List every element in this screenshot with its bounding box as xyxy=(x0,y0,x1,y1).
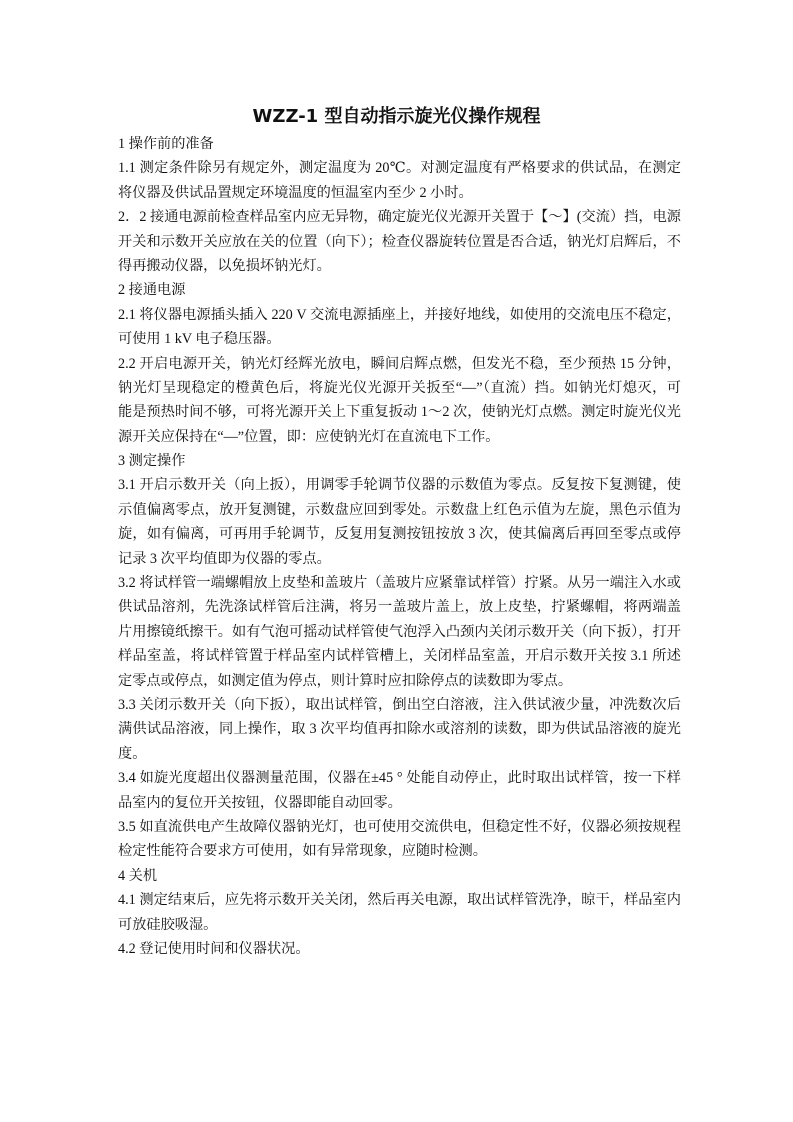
paragraph xyxy=(118,937,681,961)
text-line: 2．2 接通电源前检查样品室内应无异物，确定旋光仪光源开关置于【～】(交流）挡，电源 xyxy=(118,209,681,226)
text-line: 3.5 如直流供电产生故障仪器钠光灯，也可使用交流供电，但稳定性不好，仪器必须按规程 xyxy=(118,818,681,835)
text-line: 2.2 开启电源开关，钠光灯经辉光放电，瞬间启辉点燃，但发光不稳，至少预热 15 分钟， xyxy=(118,355,681,372)
text-line: 1 操作前的准备 xyxy=(118,136,214,152)
text-line: 4.1 测定结束后，应先将示数开关关闭，然后再关电源，取出试样管洗净，晾干，样品室内 xyxy=(118,892,681,909)
text-line: 样品室盖，将试样管置于样品室内试样管槽上，关闭样品室盖，开启示数开关按 3.1 所述 xyxy=(118,648,681,665)
text-line: 3.3 关闭示数开关（向下扳），取出试样管，倒出空白溶液，注入供试液少量，冲洗数次后 xyxy=(118,696,681,713)
text-line: 片用擦镜纸擦干。如有气泡可摇动试样管使气泡浮入凸颈内关闭示数开关（向下扳），打开 xyxy=(118,623,681,640)
text-line: 记录 3 次平均值即为仪器的零点。 xyxy=(118,550,331,567)
document-body xyxy=(118,132,681,961)
text-line: 能是预热时间不够，可将光源开关上下重复扳动 1～2 次，使钠光灯点燃。测定时旋光仪光 xyxy=(118,404,681,421)
text-line: 度。 xyxy=(118,745,147,762)
text-line: 旋，如有偏离，可再用手轮调节，反复用复测按钮按放 3 次，使其偏离后再回至零点或停 xyxy=(118,526,681,543)
text-line: 满供试品溶液，同上操作，取 3 次平均值再扣除水或溶剂的读数，即为供试品溶液的旋光 xyxy=(118,721,681,738)
text-line: 3 测定操作 xyxy=(118,453,186,470)
text-line: 品室内的复位开关按钮，仪器即能自动回零。 xyxy=(118,794,402,811)
paragraph xyxy=(118,156,681,205)
text-line: 可使用 1 kV 电子稳压器。 xyxy=(118,331,281,348)
text-line: 3.2 将试样管一端螺帽放上皮垫和盖玻片（盖玻片应紧靠试样管）拧紧。从另一端注入水或 xyxy=(118,575,681,592)
paragraph xyxy=(118,766,681,815)
paragraph xyxy=(118,205,681,278)
paragraph xyxy=(118,864,681,888)
text-line: 2 接通电源 xyxy=(118,282,186,299)
text-line: 示值偏离零点，放开复测键，示数盘应回到零处。示数盘上红色示值为左旋，黑色示值为 xyxy=(118,501,681,518)
text-line: 得再搬动仪器，以免损坏钠光灯。 xyxy=(118,257,331,274)
paragraph xyxy=(118,132,681,156)
text-line: 将仪器及供试品置规定环境温度的恒温室内至少 2 小时。 xyxy=(118,184,473,201)
text-line: 检定性能符合要求方可使用，如有异常现象，应随时检测。 xyxy=(118,843,487,860)
text-line: 源开关应保持在“—”位置，即：应使钠光灯在直流电下工作。 xyxy=(118,428,500,445)
text-line: 4 关机 xyxy=(118,867,158,884)
paragraph xyxy=(118,815,681,864)
text-line: 3.1 开启示数开关（向上扳），用调零手轮调节仪器的示数值为零点。反复按下复测键，使 xyxy=(118,477,681,494)
paragraph xyxy=(118,571,681,693)
paragraph xyxy=(118,352,681,450)
text-line: 钠光灯呈现稳定的橙黄色后，将旋光仪光源开关扳至“—”（直流）挡。如钠光灯熄灭，可 xyxy=(118,379,681,396)
text-line: 供试品溶剂，先洗涤试样管后注满，将另一盖玻片盖上，放上皮垫，拧紧螺帽，将两端盖 xyxy=(118,599,681,616)
text-line: 开关和示数开关应放在关的位置（向下）；检查仪器旋转位置是否合适，钠光灯启辉后，不 xyxy=(118,233,681,250)
text-line: 可放硅胶吸湿。 xyxy=(118,916,218,933)
paragraph xyxy=(118,693,681,766)
paragraph xyxy=(118,888,681,937)
text-line: 4.2 登记使用时间和仪器状况。 xyxy=(118,940,310,957)
document-title: WZZ-1 型自动指示旋光仪操作规程 xyxy=(252,106,541,127)
paragraph xyxy=(118,449,681,473)
text-line: 1.1 测定条件除另有规定外，测定温度为 20℃。对测定温度有严格要求的供试品，在测定 xyxy=(118,160,681,177)
text-line: 3.4 如旋光度超出仪器测量范围，仪器在±45 ° 处能自动停止，此时取出试样管，按一下样 xyxy=(118,770,681,787)
text-line: 2.1 将仪器电源插头插入 220 V 交流电源插座上，并接好地线，如使用的交流电压不稳定， xyxy=(118,306,681,323)
paragraph xyxy=(118,278,681,302)
paragraph xyxy=(118,303,681,352)
paragraph xyxy=(118,473,681,571)
text-line: 定零点或停点，如测定值为停点，则计算时应扣除停点的读数即为零点。 xyxy=(118,672,573,689)
